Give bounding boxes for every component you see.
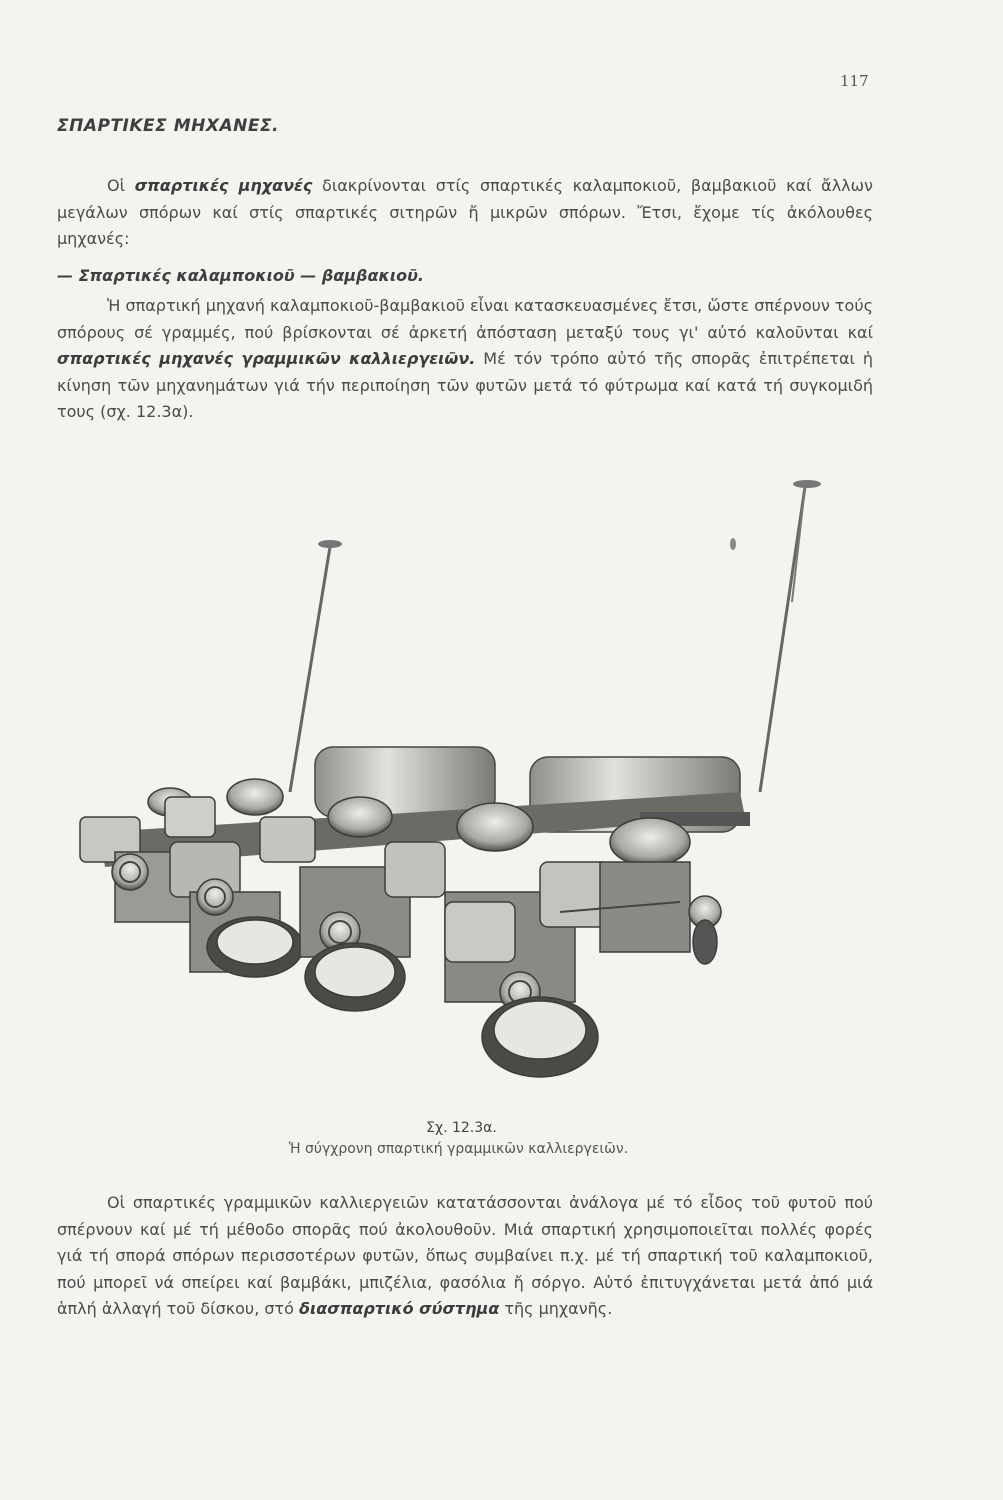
figure-number-text: Σχ. 12.3α.: [426, 1120, 497, 1136]
subsection-title: — Σπαρτικές καλαμποκιοῦ — βαμβακιοῦ.: [57, 266, 424, 285]
body-part1: Ἡ σπαρτική μηχανή καλαμποκιοῦ-βαμβακιοῦ εἶναι κατασκευασμένες ἔτσι, ὥστε σπέρνουν τούς σπόρους σέ γραμμές, πού βρίσκονται σέ ἀρκετή ἀπόσταση μεταξύ τους γι' αὐτό καλοῦνται καί: [57, 296, 873, 342]
figure-caption: [0, 1141, 1003, 1157]
figure-caption-text: Ἡ σύγχρονη σπαρτική γραμμικῶν καλλιεργειῶν.: [288, 1141, 629, 1157]
intro-term: σπαρτικές μηχανές: [134, 176, 313, 195]
intro-text: διακρίνονται στίς σπαρτικές καλαμποκιοῦ, βαμβακιοῦ καί ἄλλων μεγάλων σπόρων καί στίς σπαρτικές σιτηρῶν ἤ μικρῶν σπόρων. Ἔτσι, ἔχομε τίς ἀκόλουθες μηχανές:: [57, 176, 873, 248]
planter-machine-illustration: [40, 472, 920, 1102]
closing-part1: Οἱ σπαρτικές γραμμικῶν καλλιεργειῶν κατατάσσονται ἀνάλογα μέ τό εἶδος τοῦ φυτοῦ πού σπέρνουν καί μέ τή μέθοδο σπορᾶς πού ἀκολουθοῦν. Μιά σπαρτική χρησιμοποιεῖται πολλές φορές γιά τή σπορά σπόρων περισσοτέρων φυτῶν, ὅπως συμβαίνει π.χ. μέ τή σπαρτική τοῦ καλαμποκιοῦ, πού μπορεῖ νά σπείρει καί βαμβάκι, μπιζέλια, φασόλια ἤ σόργο. Αὐτό ἐπιτυγχάνεται μετά ἀπό μιά ἁπλή ἀλλαγή τοῦ δίσκου, στό: [57, 1193, 873, 1318]
closing-paragraph: [57, 1190, 873, 1323]
closing-term: διασπαρτικό σύστημα: [299, 1299, 500, 1318]
closing-part2: τῆς μηχανῆς.: [504, 1299, 613, 1318]
planter-machine-figure: [40, 472, 920, 1102]
body-paragraph: [57, 293, 873, 426]
page-number: 117: [840, 72, 869, 90]
body-part2: Μέ τόν τρόπο αὐτό τῆς σπορᾶς ἐπιτρέπεται ἡ κίνηση τῶν μηχανημάτων γιά τήν περιποίηση τῶν φυτῶν μετά τό φύτρωμα καί κατά τή συγκομιδή τους (σχ. 12.3α).: [57, 349, 873, 421]
intro-paragraph: [57, 173, 873, 253]
body-term: σπαρτικές μηχανές γραμμικῶν καλλιεργειῶν.: [57, 349, 476, 368]
section-heading: ΣΠΑΡΤΙΚΕΣ ΜΗΧΑΝΕΣ.: [57, 116, 280, 136]
intro-lead: Οἱ: [107, 176, 126, 195]
figure-number: [0, 1120, 1003, 1136]
